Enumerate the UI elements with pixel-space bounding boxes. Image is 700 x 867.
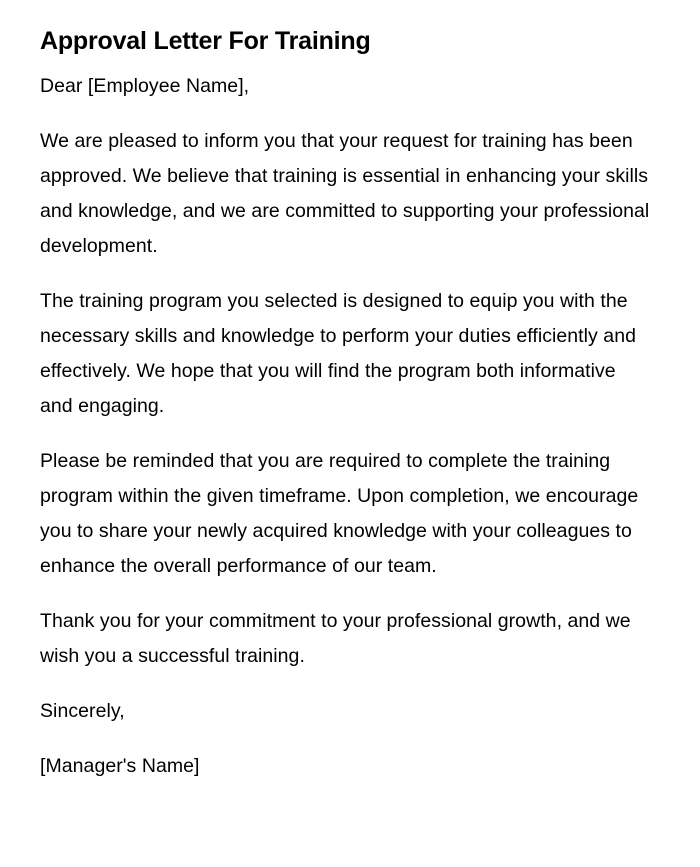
letter-paragraph: Please be reminded that you are required to complete the training program within the given timeframe. Upon completion, we encourage you to share your newly acquired knowledge with your colleagues to enhance the overall performance of our team. (40, 450, 639, 577)
letter-greeting: Dear [Employee Name], (40, 75, 250, 97)
letter-paragraph: We are pleased to inform you that your request for training has been approved. We believe that training is essential in enhancing your skills and knowledge, and we are committed to supporting your professional development. (40, 130, 650, 257)
letter-paragraph: The training program you selected is designed to equip you with the necessary skills and knowledge to perform your duties efficiently and effectively. We hope that you will find the program both informative and engaging. (40, 290, 636, 417)
letter-signature: [Manager's Name] (40, 755, 200, 777)
letter-title: Approval Letter For Training (40, 27, 371, 55)
letter-document (40, 0, 650, 784)
letter-paragraph: Thank you for your commitment to your professional growth, and we wish you a successful training. (40, 610, 631, 667)
letter-closing: Sincerely, (40, 700, 125, 722)
